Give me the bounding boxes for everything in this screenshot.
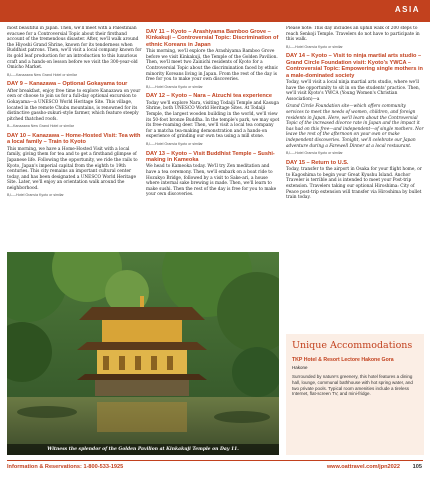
day-heading: DAY 13 – Kyoto – Visit Buddhist Temple – Sushi-making in Kameoka — [146, 150, 275, 163]
meals-hotel-note: B,L—Hotel Granvia Kyoto or similar — [286, 151, 343, 156]
hotel-name: TKP Hotel & Resort Lectore Hakone Gora — [292, 357, 394, 363]
footer-phone: Information & Reservations: 1-800-533-1925 — [7, 464, 124, 470]
itinerary-paragraph: Grand Circle Foundation site—which offers community services to meet the needs of women, children, and foreign residents in Japan. Here, we'll learn about the Controversial Topic of the increased divorce rate in Japan and the impact it has had on this free—and independent—of single mothers. Nor leave the rest of the afternoon on your own or make independent discoveries. Tonight, we'll celebrate our Japan adventure during a Farewell Dinner at a local restaurant. — [286, 104, 424, 149]
column-2 — [146, 26, 281, 266]
meals-hotel-note: B,L—Hotel Granvia Kyoto or similar — [146, 84, 203, 89]
itinerary-paragraph: most beautiful in Japan. Then, we'll meet with a Palestinian evacuee for a Controversial Topic about their firsthand account of the tremendous disaster. After, we'll walk around the Hiyoshi Grand Shrine, known for its tenderness when Buddhist patrons. Then, we'll visit a local company known for its gold leaf production for an introduction to this luxurious craft and a hands-on lesson before we visit the 300-year-old Omicho Market. — [7, 26, 142, 71]
itinerary-paragraph: This morning, we have a Home-Hosted Visit with a local family, giving them for tea and to get a firsthand glimpse of Japanese life. Following the opportunity, we ride the rails to Kyoto, Japan's imperial capital from the eighth to 19th centuries. This city remains an important cultural center today, and has been designated a UNESCO World Heritage Site. Later, we'll enjoy an orientation walk around the neighborhood. — [7, 146, 138, 191]
day-heading: DAY 10 – Kanazawa – Home-Hosted Visit: Tea with a local family – Train to Kyoto — [7, 132, 141, 146]
meals-hotel-note: B,L—Hotel Granvia Kyoto or similar — [286, 44, 343, 49]
golden-pavilion-photo — [7, 252, 279, 455]
day-heading: DAY 11 – Kyoto – Arashiyama Bamboo Grove – Kinkakuji – Controversial Topic: Discrimination of ethnic Koreans in Japan — [146, 29, 279, 48]
footer-rule — [7, 460, 423, 461]
top-band — [0, 0, 430, 22]
meals-hotel-note: B,L—Kanazawa New Grand Hotel or similar — [7, 72, 77, 77]
column-1 — [7, 26, 142, 251]
accommodations-heading: Unique Accommodations — [292, 340, 413, 351]
meals-hotel-note: B,L—Hotel Granvia Kyoto or similar — [7, 193, 64, 198]
photo-caption: Witness the splendor of the Golden Pavilion at Kinkakuji Temple on Day 11. — [7, 444, 279, 455]
itinerary-paragraph: Today, transfer to the airport in Osaka for your flight home, or to Kagoshima to begin your Great Kyushu Island. Anchor Traveler is terrible and is intended to meet your Post-trip extension. Travelers taking our optional Hiroshima: City of Peace post-trip extension will transfer via Hiroshima by bullet train today. — [286, 167, 422, 201]
itinerary-paragraph: Today we'll explore Nara, visiting Todaiji Temple and Kasuga Shrine, both UNESCO World Heritage Sites. At Todaiji Temple, the largest wooden building in the world, we'll view its 50-foot bronze Buddha. In the temple's park, we may spot its free-roaming deer. Then, we'll visit a local tea company for a matcha tea-making demonstration and a hands-on experience of grinding our own tea using a mill stone. — [146, 100, 280, 140]
meals-hotel-note: B,L—Hotel Granvia Kyoto or similar — [146, 141, 203, 146]
meals-hotel-note: B—Kanazawa New Grand Hotel or similar — [7, 124, 74, 129]
column-3 — [286, 26, 424, 266]
section-label: ASIA — [394, 5, 420, 14]
day-heading: DAY 9 – Kanazawa – Optional Gokayama tour — [7, 81, 128, 88]
itinerary-paragraph: Please note: This day includes an uphill walk of 200 steps to reach Senkoji Temple. Travelers do not have to participate in this walk. — [286, 26, 420, 43]
footer-url[interactable]: www.oattravel.com/jpn2022 — [326, 464, 400, 470]
itinerary-paragraph: We head to Kameoka today. We'll try Zen meditation and have a tea ceremony. Then, we'll embark on a boat ride to Hozukyo Bridge, followed by a visit to Sake-ari, a house where internal sake brewing is made. Then, we'll learn to make sushi. Then the rest of the day is free for you to make your own discoveries. — [146, 164, 277, 198]
itinerary-paragraph: This morning, we'll explore the Arashiyama Bamboo Grove before we visit Kinkakuji, the Temple of the Golden Pavilion. Then, we'll meet two Zainichi residents of Kyoto for a Controversial Topic about the discrimination faced by ethnic minority Koreans living in Japan. From the rest of the day is free for you to make your own discoveries. — [146, 49, 279, 83]
itinerary-paragraph: Today, we'll visit a local ninja martial arts studio, where we'll have the opportunity to sit in on the students' practice. Then, we'll visit Kyoto's YWCA (Young Women's Christian Association)—a — [286, 80, 421, 102]
day-heading: DAY 14 – Kyoto – Visit to ninja martial arts studio – Grand Circle Foundation visit: Kyoto's YWCA – Controversial Topic: Empowering single mothers in a male-dominated society — [286, 53, 423, 79]
day-heading: DAY 12 – Kyoto – Nara – Aizuchi tea experience — [146, 93, 273, 100]
hotel-location: Hakone — [292, 365, 308, 370]
itinerary-paragraph: After breakfast, enjoy free time to explore Kanazawa on your own or choose to join us for a full-day optional excursion to Gokayama—a UNESCO World Heritage Site. This village, located in the remote Chubu mountains, is renowned for its distinctive gassho-zukuri-style farmer, which feature steeply pitched thatched roofs. — [7, 88, 141, 122]
photo-illustration — [7, 252, 279, 455]
page-number: 105 — [412, 464, 422, 470]
unique-accommodations-box — [286, 334, 424, 455]
day-heading: DAY 15 – Return to U.S. — [286, 159, 349, 166]
hotel-description: Surrounded by nature's greenery, this hotel features a dining hall, lounge, communal bathhouse with hot spring water, and two private pools. Typical room amenities include a tireless Internet, flat-screen TV, and mini-fridge. — [292, 374, 413, 397]
